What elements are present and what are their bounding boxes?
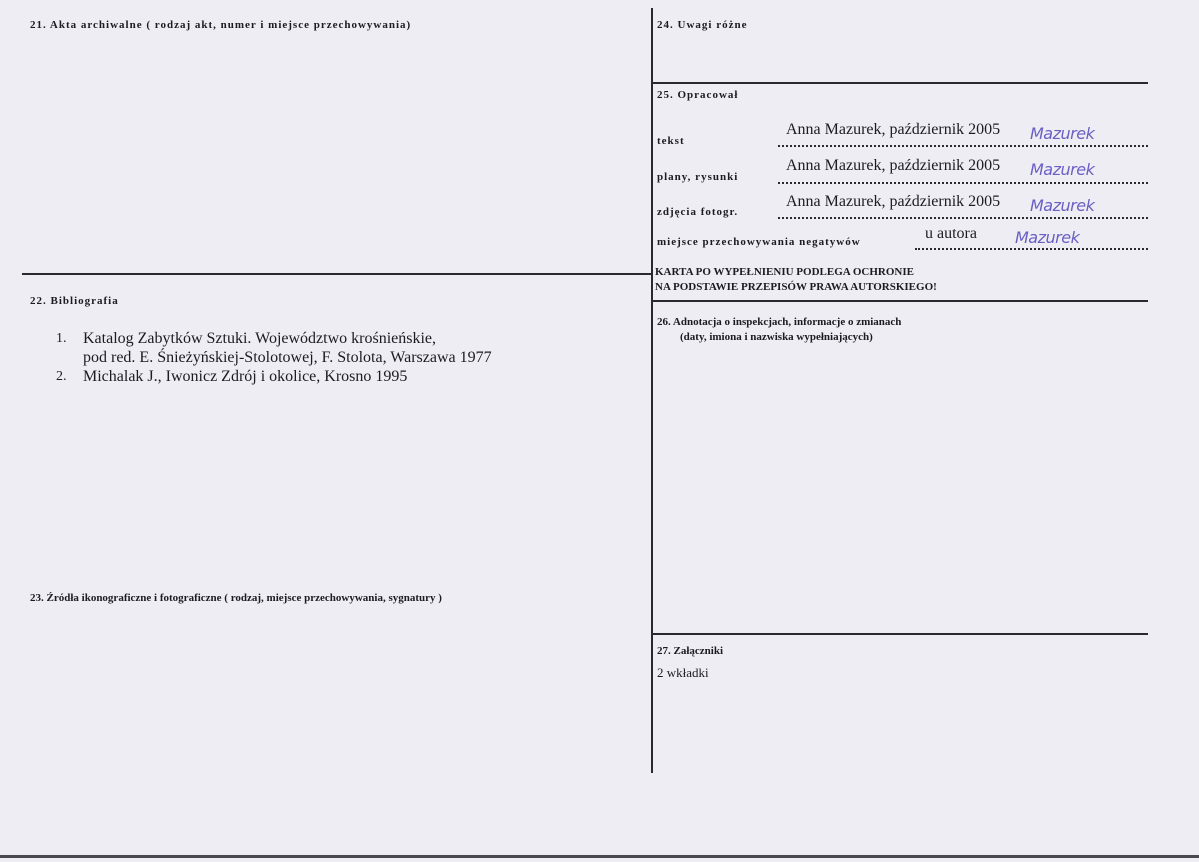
section-divider-24-25 — [652, 82, 1148, 84]
signature-negatives-row: Mazurek — [1015, 228, 1080, 247]
section-23-title: 23. Źródła ikonograficzne i fotograficzne ( rodzaj, miejsce przechowywania, sygnatury ) — [30, 592, 442, 604]
signature-plans-row: Mazurek — [1030, 160, 1095, 179]
section-divider-25-26 — [652, 300, 1148, 302]
section-26-title: 26. Adnotacja o inspekcjach, informacje o zmianach — [657, 316, 902, 328]
section-21-title: 21. Akta archiwalne ( rodzaj akt, numer i miejsce przechowywania) — [30, 19, 412, 31]
bibliography-item-number: 1. — [56, 331, 67, 346]
dotted-fill-line — [915, 248, 1148, 250]
section-divider-26-27 — [652, 633, 1148, 635]
dotted-fill-line — [778, 182, 1148, 184]
author-row-value-photos: Anna Mazurek, październik 2005 — [786, 193, 1001, 210]
author-row-label-text: tekst — [657, 135, 685, 147]
author-row-value-text: Anna Mazurek, październik 2005 — [786, 121, 1001, 138]
signature-text-row: Mazurek — [1030, 124, 1095, 143]
author-row-value-plans: Anna Mazurek, październik 2005 — [786, 157, 1001, 174]
copyright-notice-line1: KARTA PO WYPEŁNIENIU PODLEGA OCHRONIE — [655, 266, 914, 278]
section-25-title: 25. Opracował — [657, 89, 739, 101]
section-27-title: 27. Załączniki — [657, 645, 724, 657]
author-row-value-negatives: u autora — [925, 225, 977, 242]
dotted-fill-line — [778, 145, 1148, 147]
bibliography-item-text: pod red. E. Śnieżyńskiej-Stolotowej, F. Stolota, Warszawa 1977 — [83, 349, 492, 366]
dotted-fill-line — [778, 217, 1148, 219]
bibliography-item — [56, 367, 492, 386]
bibliography-item-text: Katalog Zabytków Sztuki. Województwo krośnieńskie, — [83, 330, 437, 347]
attachments-value: 2 wkładki — [657, 665, 709, 680]
section-22-title: 22. Bibliografia — [30, 295, 119, 307]
author-row-label-plans: plany, rysunki — [657, 171, 739, 183]
bibliography-item-number: 2. — [56, 369, 67, 384]
signature-photos-row: Mazurek — [1030, 196, 1095, 215]
card-bottom-edge — [0, 855, 1199, 858]
column-divider — [651, 8, 653, 773]
section-divider-21-22 — [22, 273, 652, 275]
copyright-notice-line2: NA PODSTAWIE PRZEPISÓW PRAWA AUTORSKIEGO! — [655, 281, 937, 293]
bibliography-list — [56, 329, 492, 386]
bibliography-item-continuation — [56, 348, 492, 367]
author-row-label-photos: zdjęcia fotogr. — [657, 206, 739, 218]
section-24-title: 24. Uwagi różne — [657, 19, 748, 31]
section-26-subtitle: (daty, imiona i nazwiska wypełniających) — [680, 331, 873, 343]
bibliography-item — [56, 329, 492, 348]
bibliography-item-text: Michalak J., Iwonicz Zdrój i okolice, Krosno 1995 — [83, 368, 408, 385]
author-row-label-negatives: miejsce przechowywania negatywów — [657, 236, 861, 248]
